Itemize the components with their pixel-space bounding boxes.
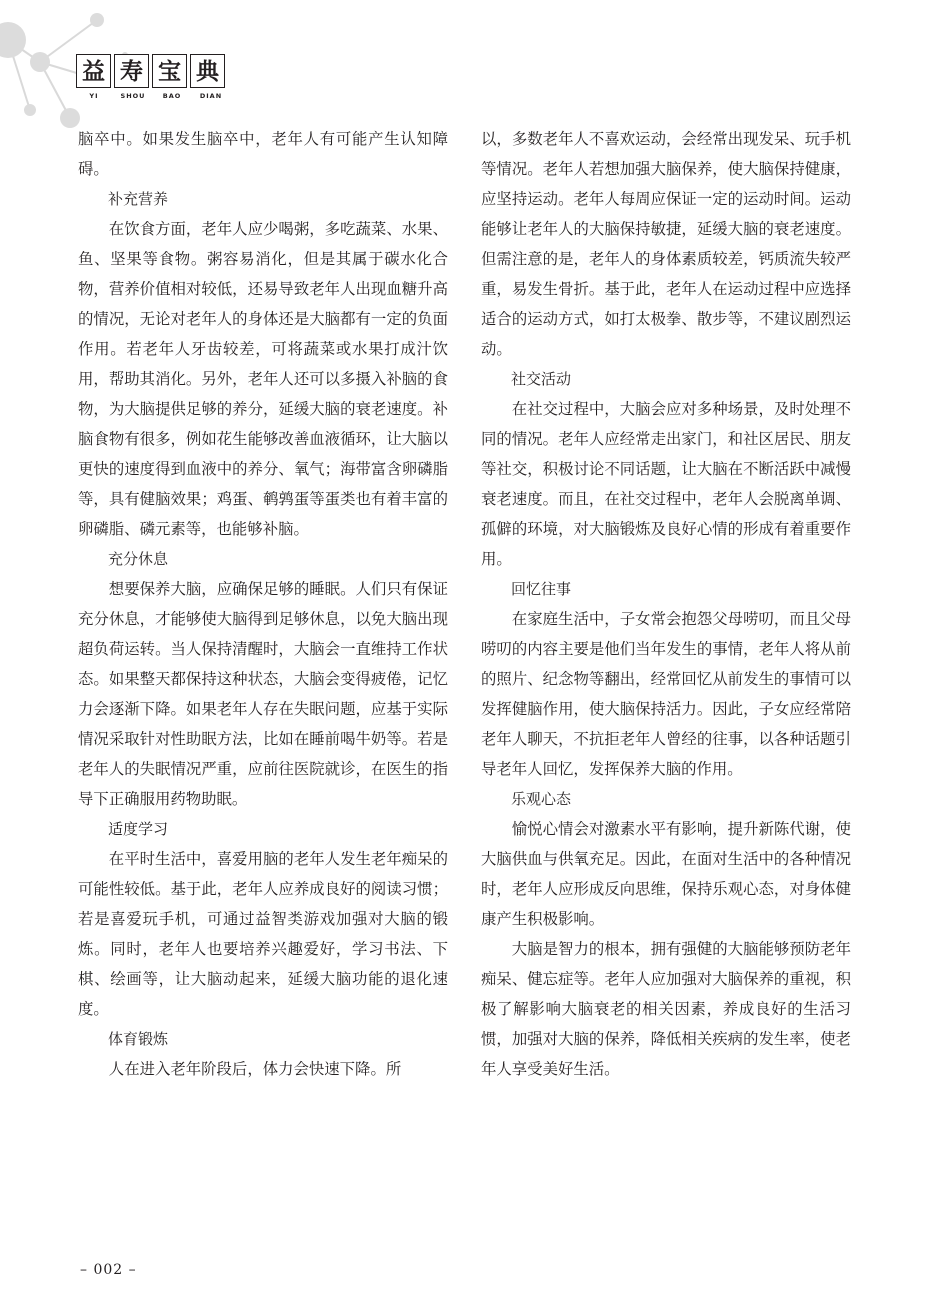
paragraph: 在家庭生活中，子女常会抱怨父母唠叨，而且父母唠叨的内容主要是他们当年发生的事情，老年人将从前的照片、纪念物等翻出，经常回忆从前发生的事情可以发挥健脑作用，使大脑保持活力。因此，子女应经常陪老年人聊天，不抗拒老年人曾经的往事，以各种话题引导老年人回忆，发挥保养大脑的作用。 bbox=[481, 610, 851, 778]
masthead-logo bbox=[76, 54, 229, 100]
paragraph: 大脑是智力的根本，拥有强健的大脑能够预防老年痴呆、健忘症等。老年人应加强对大脑保养的重视，积极了解影响大脑衰老的相关因素，养成良好的生活习惯，加强对大脑的保养，降低相关疾病的发生率，使老年人享受美好生活。 bbox=[481, 940, 851, 1078]
masthead-pinyin: BAO bbox=[162, 92, 182, 100]
section-heading: 适度学习 bbox=[108, 820, 169, 838]
masthead-pinyin: SHOU bbox=[120, 92, 146, 100]
masthead-pinyin: YI bbox=[89, 92, 99, 100]
section-heading: 充分休息 bbox=[108, 550, 169, 568]
paragraph: 愉悦心情会对激素水平有影响，提升新陈代谢，使大脑供血与供氧充足。因此，在面对生活中的各种情况时，老年人应形成反向思维，保持乐观心态，对身体健康产生积极影响。 bbox=[481, 820, 851, 928]
page-number: – 002 – bbox=[80, 1262, 137, 1278]
section-heading: 补充营养 bbox=[108, 190, 169, 208]
paragraph: 在社交过程中，大脑会应对多种场景，及时处理不同的情况。老年人应经常走出家门，和社区居民、朋友等社交，积极讨论不同话题，让大脑在不断活跃中减慢衰老速度。而且，在社交过程中，老年人会脱离单调、孤僻的环境，对大脑锻炼及良好心情的形成有着重要作用。 bbox=[481, 400, 851, 568]
paragraph: 以，多数老年人不喜欢运动，会经常出现发呆、玩手机等情况。老年人若想加强大脑保养，使大脑保持健康，应坚持运动。老年人每周应保证一定的运动时间。运动能够让老年人的大脑保持敏捷，延缓大脑的衰老速度。但需注意的是，老年人的身体素质较差，钙质流失较严重，易发生骨折。基于此，老年人在运动过程中应选择适合的运动方式，如打太极拳、散步等，不建议剧烈运动。 bbox=[481, 130, 851, 358]
paragraph: 在饮食方面，老年人应少喝粥，多吃蔬菜、水果、鱼、坚果等食物。粥容易消化，但是其属于碳水化合物，营养价值相对较低，还易导致老年人出现血糖升高的情况，无论对老年人的身体还是大脑都有一定的负面作用。若老年人牙齿较差，可将蔬菜或水果打成汁饮用，帮助其消化。另外，老年人还可以多摄入补脑的食物，为大脑提供足够的养分，延缓大脑的衰老速度。补脑食物有很多，例如花生能够改善血液循环，让大脑以更快的速度得到血液中的养分、氧气；海带富含卵磷脂等，具有健脑效果；鸡蛋、鹌鹑蛋等蛋类也有着丰富的卵磷脂、磷元素等，也能够补脑。 bbox=[78, 220, 448, 538]
section-heading: 体育锻炼 bbox=[108, 1030, 169, 1048]
masthead-char: 宝 bbox=[152, 54, 187, 88]
paragraph: 在平时生活中，喜爱用脑的老年人发生老年痴呆的可能性较低。基于此，老年人应养成良好的阅读习惯；若是喜爱玩手机，可通过益智类游戏加强对大脑的锻炼。同时，老年人也要培养兴趣爱好，学习书法、下棋、绘画等，让大脑动起来，延缓大脑功能的退化速度。 bbox=[78, 850, 448, 1018]
masthead-char: 典 bbox=[190, 54, 225, 88]
masthead-char: 寿 bbox=[114, 54, 149, 88]
paragraph: 脑卒中。如果发生脑卒中，老年人有可能产生认知障碍。 bbox=[78, 130, 448, 178]
paragraph: 人在进入老年阶段后，体力会快速下降。所 bbox=[108, 1060, 402, 1078]
right-column bbox=[481, 124, 851, 1084]
masthead-pinyin: DIAN bbox=[199, 92, 223, 100]
paragraph: 想要保养大脑，应确保足够的睡眠。人们只有保证充分休息，才能够使大脑得到足够休息，以免大脑出现超负荷运转。当人保持清醒时，大脑会一直维持工作状态。如果整天都保持这种状态，大脑会变得疲倦，记忆力会逐渐下降。如果老年人存在失眠问题，应基于实际情况采取针对性助眠方法，比如在睡前喝牛奶等。若是老年人的失眠情况严重，应前往医院就诊，在医生的指导下正确服用药物助眠。 bbox=[78, 580, 448, 808]
masthead-char: 益 bbox=[76, 54, 111, 88]
section-heading: 社交活动 bbox=[511, 370, 572, 388]
section-heading: 乐观心态 bbox=[511, 790, 572, 808]
left-column bbox=[78, 124, 448, 1084]
section-heading: 回忆往事 bbox=[511, 580, 572, 598]
